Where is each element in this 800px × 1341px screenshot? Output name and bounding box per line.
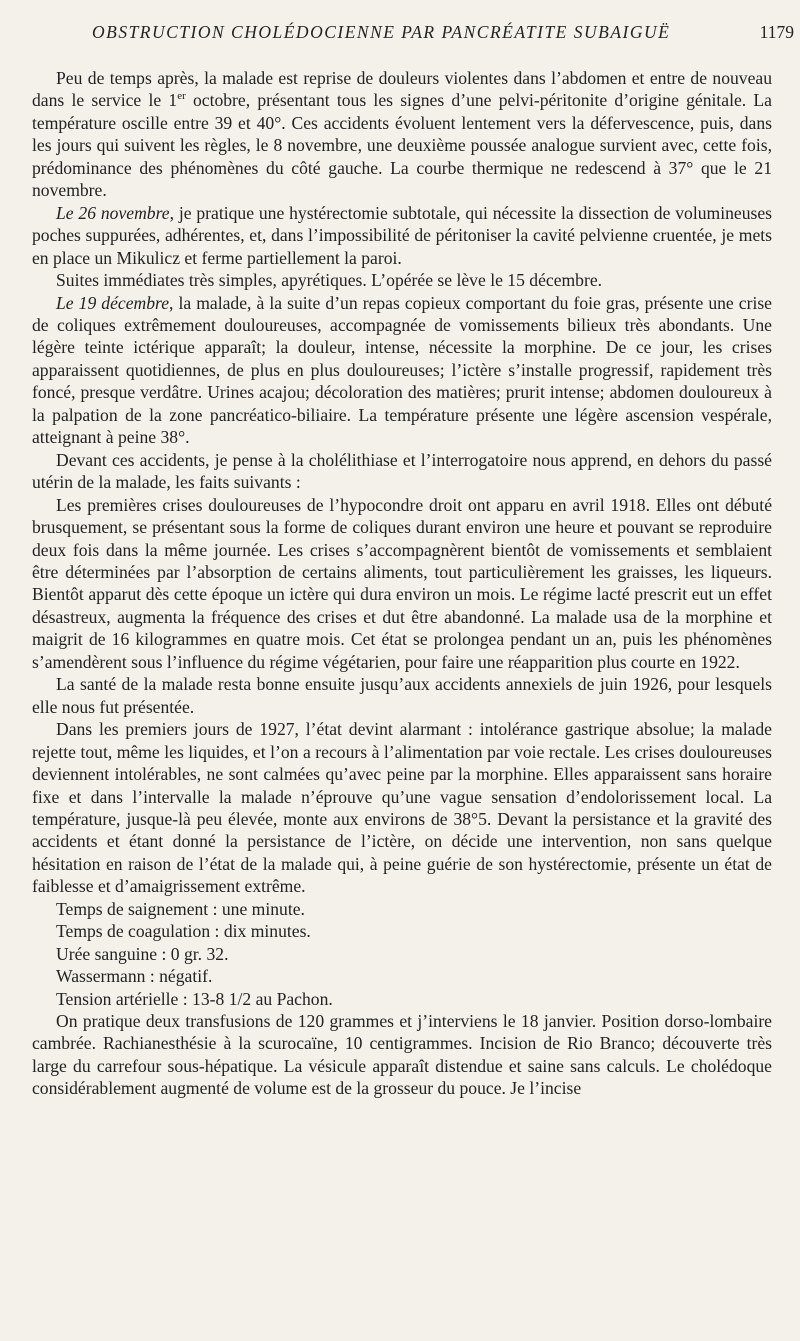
text-segment: Urée sanguine : 0 gr. 32. xyxy=(56,943,229,964)
list-line xyxy=(32,943,772,965)
text-segment: Temps de saignement : une minute. xyxy=(56,898,305,919)
list-line xyxy=(32,920,772,942)
text-segment: , je pratique une hystérectomie subtotale, qui nécessite la dissection de volumineuses poches suppurées, adhérentes, et, dans l’impossibilité de péritoniser la cavité pelvienne cruentée, je mets en place un Mikulicz et ferme partiellement la paroi. xyxy=(32,202,772,268)
list-line xyxy=(32,898,772,920)
paragraph xyxy=(32,1010,772,1100)
body-text xyxy=(32,67,772,1100)
list-line xyxy=(32,965,772,987)
italic-date: Le 26 novembre xyxy=(56,202,170,223)
text-segment: On pratique deux transfusions de 120 grammes et j’interviens le 18 janvier. Position dorso-lombaire cambrée. Rachianesthésie à la scurocaïne, 10 centigrammes. Incision de Rio Branco; découverte très large du carrefour sous-hépatique. La vésicule apparaît distendue et saine sans calculs. Le cholédoque considérablement augmenté de volume est de la grosseur du pouce. Je l’incise xyxy=(32,1011,772,1099)
list-line xyxy=(32,988,772,1010)
text-segment: , la malade, à la suite d’un repas copieux comportant du foie gras, présente une crise de coliques extrêmement douloureuses, accompagnée de vomissements bilieux très abondants. Une légère teinte ictérique apparaît; la douleur, intense, nécessite la morphine. De ce jour, les crises apparaissent quotidiennes, de plus en plus douloureuses; l’ictère s’installe progressif, rapidement très foncé, presque verdâtre. Urines acajou; décoloration des matières; prurit intense; abdomen douloureux à la palpation de la zone pancréatico-biliaire. La température présente une légère ascension vespérale, atteignant à peine 38°. xyxy=(32,292,772,448)
text-segment: Temps de coagulation : dix minutes. xyxy=(56,921,311,942)
superscript: er xyxy=(177,90,186,103)
text-segment: Les premières crises douloureuses de l’hypocondre droit ont apparu en avril 1918. Elles ont débuté brusquement, se présentant sous la forme de coliques durant environ une heure et pouvant se reproduire deux fois dans la même journée. Les crises s’accompagnèrent bientôt de vomissements et semblaient être déterminées par l’absorption de certains aliments, tout particulièrement les graisses, les liqueurs. Bientôt apparut dès cette époque un ictère qui dura environ un mois. Le régime lacté prescrit eut un effet désastreux, augmenta la fréquence des crises et dut être abandonné. La malade usa de la morphine et maigrit de 16 kilogrammes en quatre mois. Cet état se prolongea pendant un an, puis les phénomènes s’amendèrent sous l’influence du régime végétarien, pour faire une réapparition plus courte en 1922. xyxy=(32,494,772,672)
text-segment: Wassermann : négatif. xyxy=(56,966,213,987)
running-title: OBSTRUCTION CHOLÉDOCIENNE PAR PANCRÉATITE SUBAIGUË xyxy=(92,22,671,42)
paragraph xyxy=(32,292,772,449)
text-segment: Peu de temps après, la malade est reprise de douleurs violentes dans l’abdomen et entre de nouveau dans le service le 1 xyxy=(32,68,772,111)
paragraph xyxy=(32,718,772,898)
text-segment: Dans les premiers jours de 1927, l’état devint alarmant : intolérance gastrique absolue; la malade rejette tout, même les liquides, et l’on a recours à l’alimentation par voie rectale. Les crises douloureuses deviennent intolérables, ne sont calmées qu’avec peine par la morphine. Elles apparaissent sans horaire fixe et dans l’intervalle la malade n’éprouve qu’une vague sensation d’endolorissement local. La température, jusque-là peu élevée, monte aux environs de 38°5. Devant la persistance et la gravité des accidents et étant donné la persistance de l’ictère, on décide une intervention, non sans quelque hésitation en raison de l’état de la malade qui, à peine guérie de son hystérectomie, présente un état de faiblesse et d’amaigrissement extrême. xyxy=(32,719,772,897)
text-segment: Devant ces accidents, je pense à la cholélithiase et l’interrogatoire nous apprend, en dehors du passé utérin de la malade, les faits suivants : xyxy=(32,449,772,493)
paragraph xyxy=(32,67,772,202)
paragraph xyxy=(32,269,772,291)
text-segment: octobre, présentant tous les signes d’une pelvi-péritonite d’origine génitale. La température oscille entre 39 et 40°. Ces accidents évoluent lentement vers la défervescence, puis, dans les jours qui suivent les règles, le 8 novembre, une deuxième poussée analogue survient avec, cette fois, prédominance des phénomènes du côté gauche. La courbe thermique ne redescend à 37° que le 21 novembre. xyxy=(32,90,772,201)
italic-date: Le 19 décembre xyxy=(56,292,170,313)
page-header xyxy=(0,22,800,46)
paragraph xyxy=(32,449,772,494)
text-segment: Suites immédiates très simples, apyrétiques. L’opérée se lève le 15 décembre. xyxy=(56,270,603,291)
page-number: 1179 xyxy=(759,22,794,42)
paragraph xyxy=(32,202,772,269)
paragraph xyxy=(32,494,772,674)
text-segment: Tension artérielle : 13-8 1/2 au Pachon. xyxy=(56,988,333,1009)
paragraph xyxy=(32,673,772,718)
text-segment: La santé de la malade resta bonne ensuite jusqu’aux accidents annexiels de juin 1926, pour lesquels elle nous fut présentée. xyxy=(32,674,772,717)
